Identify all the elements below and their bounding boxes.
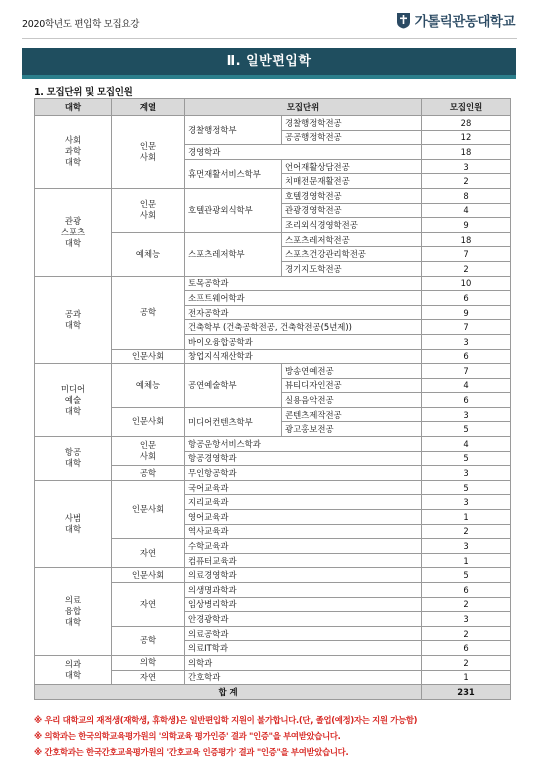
count-cell: 8 xyxy=(422,188,511,203)
count-cell: 2 xyxy=(422,174,511,189)
college-cell: 사회 과학 대학 xyxy=(35,116,112,189)
unit-cell: 건축학부 (건축공학전공, 건축학전공(5년제)) xyxy=(185,320,422,335)
track-cell: 공학 xyxy=(112,466,185,481)
major-cell: 스포츠건강관리학전공 xyxy=(282,247,422,262)
unit-cell: 의료IT학과 xyxy=(185,641,422,656)
college-cell: 항공 대학 xyxy=(35,437,112,481)
track-cell: 인문사회 xyxy=(112,480,185,538)
unit-cell: 공연예술학부 xyxy=(185,364,282,408)
major-cell: 조리외식경영학전공 xyxy=(282,218,422,233)
table-row xyxy=(35,655,511,670)
unit-cell: 의학과 xyxy=(185,655,422,670)
track-cell: 자연 xyxy=(112,583,185,627)
count-cell: 3 xyxy=(422,159,511,174)
major-cell: 호텔경영학전공 xyxy=(282,188,422,203)
note-item: ※ 의학과는 한국의학교육평가원의 '의학교육 평가인증' 결과 "인증"을 부여받았습니다. xyxy=(34,731,341,741)
track-cell: 공학 xyxy=(112,276,185,349)
unit-cell: 안경광학과 xyxy=(185,612,422,627)
total-value: 231 xyxy=(422,685,511,700)
unit-cell: 호텔관광외식학부 xyxy=(185,188,282,232)
count-cell: 5 xyxy=(422,422,511,437)
unit-cell: 항공운항서비스학과 xyxy=(185,437,422,452)
count-cell: 3 xyxy=(422,539,511,554)
university-name: 가톨릭관동대학교 xyxy=(414,14,515,30)
count-cell: 4 xyxy=(422,437,511,452)
table-row xyxy=(35,276,511,291)
count-cell: 7 xyxy=(422,364,511,379)
header-divider xyxy=(22,38,517,39)
track-cell: 자연 xyxy=(112,670,185,685)
count-cell: 3 xyxy=(422,466,511,481)
college-cell: 의과 대학 xyxy=(35,655,112,684)
college-cell: 공과 대학 xyxy=(35,276,112,364)
header-college: 대학 xyxy=(35,99,112,116)
unit-cell: 영어교육과 xyxy=(185,510,422,525)
count-cell: 7 xyxy=(422,320,511,335)
count-cell: 12 xyxy=(422,130,511,145)
count-cell: 9 xyxy=(422,218,511,233)
notes xyxy=(34,712,524,760)
university-logo-icon xyxy=(396,12,411,29)
total-row xyxy=(35,685,511,700)
count-cell: 1 xyxy=(422,553,511,568)
table-row xyxy=(35,480,511,495)
university-brand xyxy=(396,10,515,30)
unit-cell: 수학교육과 xyxy=(185,539,422,554)
count-cell: 2 xyxy=(422,655,511,670)
major-cell: 콘텐츠제작전공 xyxy=(282,407,422,422)
college-cell: 미디어 예술 대학 xyxy=(35,364,112,437)
count-cell: 3 xyxy=(422,407,511,422)
header-unit: 모집단위 xyxy=(185,99,422,116)
college-cell: 관광 스포츠 대학 xyxy=(35,188,112,276)
unit-cell: 경영학과 xyxy=(185,145,422,160)
college-cell: 의료 융합 대학 xyxy=(35,568,112,656)
table-row xyxy=(35,568,511,583)
table-row xyxy=(35,116,511,131)
table-row xyxy=(35,437,511,452)
count-cell: 2 xyxy=(422,626,511,641)
count-cell: 4 xyxy=(422,378,511,393)
track-cell: 예체능 xyxy=(112,232,185,276)
unit-cell: 컴퓨터교육과 xyxy=(185,553,422,568)
header-count: 모집인원 xyxy=(422,99,511,116)
note-item: ※ 간호학과는 한국간호교육평가원의 '간호교육 인증평가' 결과 "인증"을 부여받았습니다. xyxy=(34,747,349,757)
count-cell: 28 xyxy=(422,116,511,131)
unit-cell: 간호학과 xyxy=(185,670,422,685)
unit-cell: 무인항공학과 xyxy=(185,466,422,481)
major-cell: 광고홍보전공 xyxy=(282,422,422,437)
major-cell: 치매전문재활전공 xyxy=(282,174,422,189)
unit-cell: 의생명과학과 xyxy=(185,583,422,598)
major-cell: 뷰티디자인전공 xyxy=(282,378,422,393)
table-header-row xyxy=(35,99,511,116)
count-cell: 6 xyxy=(422,291,511,306)
table-row xyxy=(35,188,511,203)
recruitment-table xyxy=(34,98,511,700)
track-cell: 인문사회 xyxy=(112,349,185,364)
count-cell: 5 xyxy=(422,568,511,583)
count-cell: 18 xyxy=(422,232,511,247)
major-cell: 언어재활상담전공 xyxy=(282,159,422,174)
count-cell: 6 xyxy=(422,393,511,408)
track-cell: 예체능 xyxy=(112,364,185,408)
unit-cell: 역사교육과 xyxy=(185,524,422,539)
unit-cell: 의료경영학과 xyxy=(185,568,422,583)
count-cell: 1 xyxy=(422,670,511,685)
unit-cell: 지리교육과 xyxy=(185,495,422,510)
note-item: ※ 우리 대학교의 재적생(재학생, 휴학생)은 일반편입학 지원이 불가합니다.(단, 졸업(예정)자는 지원 가능함) xyxy=(34,715,418,725)
count-cell: 10 xyxy=(422,276,511,291)
count-cell: 6 xyxy=(422,583,511,598)
header-track: 계열 xyxy=(112,99,185,116)
unit-cell: 소프트웨어학과 xyxy=(185,291,422,306)
section-banner: Ⅱ. 일반편입학 xyxy=(22,48,516,79)
unit-cell: 바이오융합공학과 xyxy=(185,334,422,349)
major-cell: 스포츠레저학전공 xyxy=(282,232,422,247)
count-cell: 2 xyxy=(422,524,511,539)
major-cell: 경찰행정학전공 xyxy=(282,116,422,131)
track-cell: 인문 사회 xyxy=(112,437,185,466)
major-cell: 실용음악전공 xyxy=(282,393,422,408)
major-cell: 경기지도학전공 xyxy=(282,261,422,276)
unit-cell: 항공경영학과 xyxy=(185,451,422,466)
count-cell: 9 xyxy=(422,305,511,320)
count-cell: 2 xyxy=(422,597,511,612)
count-cell: 6 xyxy=(422,349,511,364)
unit-cell: 국어교육과 xyxy=(185,480,422,495)
college-cell: 사범 대학 xyxy=(35,480,112,568)
total-label: 합 계 xyxy=(35,685,422,700)
track-cell: 인문 사회 xyxy=(112,116,185,189)
count-cell: 18 xyxy=(422,145,511,160)
count-cell: 3 xyxy=(422,334,511,349)
count-cell: 3 xyxy=(422,612,511,627)
unit-cell: 전자공학과 xyxy=(185,305,422,320)
track-cell: 자연 xyxy=(112,539,185,568)
count-cell: 7 xyxy=(422,247,511,262)
count-cell: 2 xyxy=(422,261,511,276)
track-cell: 의학 xyxy=(112,655,185,670)
table-row xyxy=(35,364,511,379)
track-cell: 인문 사회 xyxy=(112,188,185,232)
document-title: 2020학년도 편입학 모집요강 xyxy=(22,19,140,30)
count-cell: 5 xyxy=(422,480,511,495)
count-cell: 6 xyxy=(422,641,511,656)
unit-cell: 토목공학과 xyxy=(185,276,422,291)
unit-cell: 미디어컨텐츠학부 xyxy=(185,407,282,436)
track-cell: 공학 xyxy=(112,626,185,655)
major-cell: 방송연예전공 xyxy=(282,364,422,379)
count-cell: 4 xyxy=(422,203,511,218)
count-cell: 5 xyxy=(422,451,511,466)
unit-cell: 임상병리학과 xyxy=(185,597,422,612)
major-cell: 관광경영학전공 xyxy=(282,203,422,218)
count-cell: 3 xyxy=(422,495,511,510)
unit-cell: 경찰행정학부 xyxy=(185,116,282,145)
unit-cell: 창업지식재산학과 xyxy=(185,349,422,364)
unit-cell: 스포츠레저학부 xyxy=(185,232,282,276)
count-cell: 1 xyxy=(422,510,511,525)
unit-cell: 휴먼재활서비스학부 xyxy=(185,159,282,188)
track-cell: 인문사회 xyxy=(112,407,185,436)
major-cell: 공공행정학전공 xyxy=(282,130,422,145)
section-title: 1. 모집단위 및 모집인원 xyxy=(34,87,133,98)
track-cell: 인문사회 xyxy=(112,568,185,583)
unit-cell: 의료공학과 xyxy=(185,626,422,641)
